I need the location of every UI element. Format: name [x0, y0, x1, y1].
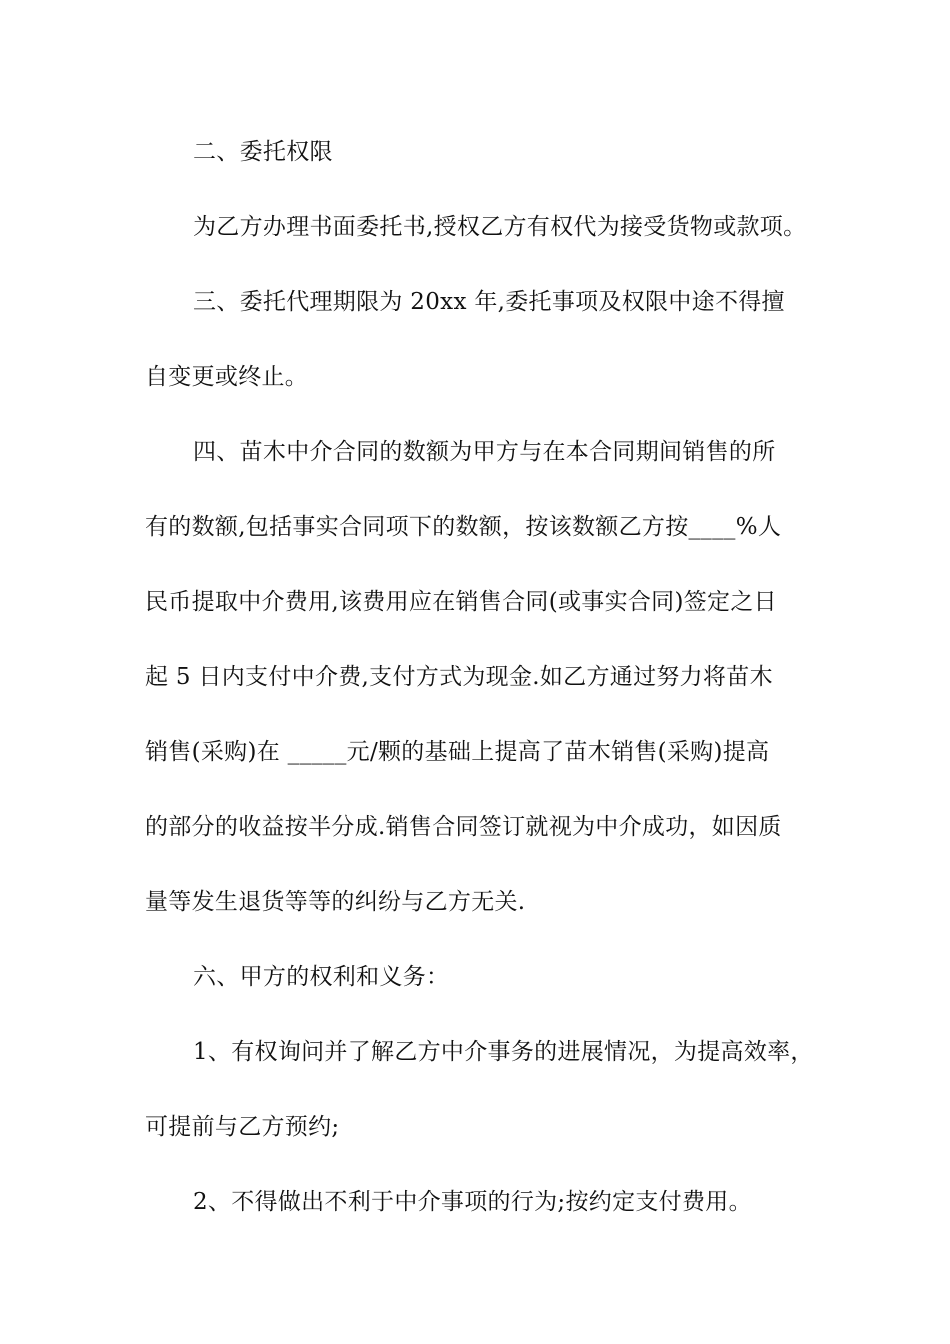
- paragraph-line: 量等发生退货等等的纠纷与乙方无关.: [145, 889, 526, 915]
- paragraph-line: 2、不得做出不利于中介事项的行为;按约定支付费用。: [193, 1189, 752, 1215]
- paragraph-line: 三、委托代理期限为 20xx 年,委托事项及权限中途不得擅: [193, 289, 785, 315]
- paragraph-line: 四、苗木中介合同的数额为甲方与在本合同期间销售的所: [193, 439, 776, 465]
- paragraph-line: 的部分的收益按半分成.销售合同签订就视为中介成功，如因质: [145, 814, 782, 840]
- section-heading-party-a-rights: 六、甲方的权利和义务：: [193, 964, 450, 990]
- paragraph-line: 民币提取中介费用,该费用应在销售合同(或事实合同)签定之日: [145, 589, 777, 615]
- paragraph-line: 1、有权询问并了解乙方中介事务的进展情况，为提高效率，: [193, 1039, 814, 1065]
- paragraph-line: 销售(采购)在 _____元/颗的基础上提高了苗木销售(采购)提高: [145, 739, 770, 765]
- section-heading-authority: 二、委托权限: [193, 139, 333, 165]
- paragraph-line: 自变更或终止。: [145, 364, 309, 390]
- paragraph-line: 为乙方办理书面委托书,授权乙方有权代为接受货物或款项。: [193, 214, 807, 240]
- paragraph-line: 可提前与乙方预约;: [145, 1114, 340, 1140]
- paragraph-line: 起 5 日内支付中介费,支付方式为现金.如乙方通过努力将苗木: [145, 664, 773, 690]
- paragraph-line: 有的数额,包括事实合同项下的数额，按该数额乙方按____%人: [145, 514, 782, 540]
